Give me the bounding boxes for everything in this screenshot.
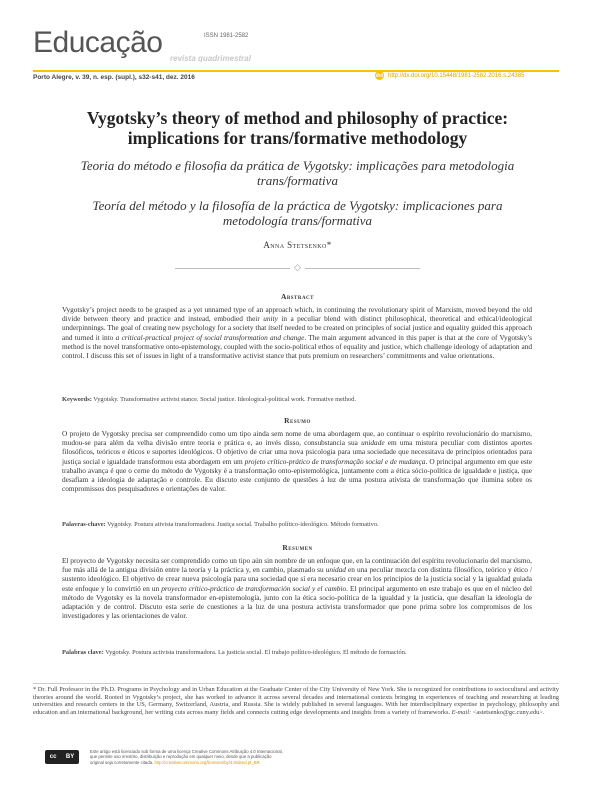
cc-by-license-icon[interactable] bbox=[45, 750, 79, 764]
resumen-p3: . El principal argumento en este trabajo es que en el núcleo del método de Vygotsky es la novela transformador en-epistemología, junto con la ética socio-política de la igualdad y la justicia, que desafían la ideología de adaptación y de control. Discuto esta serie de cuestiones a la luz de una postura activista transformador que pone prima sobre los compromisos de los investigadores y las orientaciones de valor. bbox=[62, 583, 532, 621]
resumen-unidad: unidad bbox=[325, 565, 346, 575]
palavras-chave-text: Vygotsky. Postura ativista transformadora. Justiça social. Trabalho político-ideológico. Método formativo. bbox=[105, 521, 379, 528]
license-link[interactable]: http://creativecommons.org/licenses/by/4.0/deed.pt_BR bbox=[154, 759, 260, 765]
footnote-rule bbox=[33, 683, 559, 684]
keywords-label: Keywords: bbox=[62, 396, 92, 403]
keywords-text: Vygotsky. Transformative activist stance. Social justice. Ideological-political work. Formative method. bbox=[91, 396, 356, 403]
abstract-heading: Abstract bbox=[280, 292, 315, 301]
by-label: BY bbox=[65, 754, 75, 760]
abstract-unity: unity bbox=[263, 314, 278, 324]
article-title-es: Teoría del método y la filosofía de la práctica de Vygotsky: implicaciones para metodología trans/formativa bbox=[92, 198, 503, 228]
email-label: E-mail: bbox=[451, 709, 473, 717]
resumen-p1: El proyecto de Vygotsky necesita ser comprendido como un tipo aún sin nombre de un enfoque que, en la continuación del espíritu revolucionario del marxismo, fue más allá de la antigua división entre la teoría y la práctica y, en cambio, plasmado su bbox=[62, 556, 532, 575]
divider-ornament: ◇ bbox=[294, 262, 301, 272]
abstract-p2: in a peculiar blend with distinct philosophical, theoretical and ethical/ideological underpinnings. The goal of creating new psychology for a society that itself needed to be created on principles of social justice and equality guided this approach and turned it into bbox=[62, 314, 533, 342]
resumo-p2: em uma mistura peculiar com distintos aportes filosóficos, teóricos e éticos e suportes ideológicos. O objetivo de criar uma nova psicologia para uma sociedade que necessitava de princípios orientados para justiça social e igualdade transformou esta abordagem em um bbox=[62, 438, 532, 466]
author-text: Anna Stetsenko* bbox=[263, 240, 332, 250]
issn: ISSN 1981-2582 bbox=[204, 33, 249, 39]
resumo-keywords bbox=[62, 521, 532, 530]
divider-right bbox=[305, 268, 420, 269]
license-line-3 bbox=[90, 760, 320, 765]
resumo-text bbox=[62, 429, 532, 493]
palabras-clave-label: Palabras clave: bbox=[62, 649, 104, 656]
license-line-2: que permite uso irrestrito, distribuição e reprodução em qualquer meio, desde que a publicação bbox=[90, 754, 272, 760]
abstract-keywords bbox=[62, 396, 532, 405]
doi-link[interactable]: http://dx.doi.org/10.15448/1981-2582.2016.s.24385 bbox=[388, 72, 525, 79]
abstract-p3: . The main argument advanced in this paper is that at the core of Vygotsky’s method is the novel transformative onto-epistemology, coupled with the socio-political ethos of equality and justice, which challenge ideology of adaptation and control. I discuss this set of issues in light of a transformative activist stance that puts premium on researchers’ commitments and value orientations. bbox=[62, 332, 532, 361]
doi-icon: doi bbox=[375, 72, 384, 79]
author-name bbox=[0, 240, 595, 250]
resumo-p1: O projeto de Vygotsky precisa ser compreendido como um tipo ainda sem nome de uma abordagem que, ao continuar o espírito revolucionário do marxismo, mudou-se para além da velha divisão entre teoria e prática e, ao invés disso, consubstancia sua bbox=[62, 429, 532, 448]
resumen-text bbox=[62, 556, 532, 620]
abstract-p1: Vygotsky’s project needs to be grasped as a yet unnamed type of an approach which, in continuing the revolutionary spirit of Marxism, moved beyond the old divide between theory and practice and instead, embodied their bbox=[62, 305, 532, 324]
journal-tagline: revista quadrimestral bbox=[170, 54, 251, 63]
resumo-heading: Resumo bbox=[284, 416, 311, 425]
license-line-3-text: original seja corretamente citada. bbox=[90, 759, 155, 765]
palavras-chave-label: Palavras-chave: bbox=[62, 521, 106, 528]
abstract-text bbox=[62, 305, 532, 360]
resumo-p3: . O principal argumento em que este trabalho avança é que o cerne do método de Vygotsky é a transformação onto-epistemológica, juntamente com a ética sócio-política de igualdade e justiça, que desafiam a ideologia de adaptação e controle. Eu discuto este conjunto de questões à luz de uma postura ativista de transformação que ilumina sobre os compromissos dos pesquisadores e orientações de valor. bbox=[62, 456, 532, 494]
resumen-keywords bbox=[62, 649, 532, 658]
author-email-link[interactable]: <astetsenko@gc.cuny.edu> bbox=[472, 709, 543, 717]
article-title: Vygotsky’s theory of method and philosophy of practice: implications for trans/formative methodology bbox=[86, 108, 509, 148]
footnote-end: . bbox=[542, 709, 545, 717]
author-footnote bbox=[33, 686, 559, 717]
license-text bbox=[90, 749, 320, 765]
article-title-pt: Teoria do método e filosofia da prática de Vygotsky: implicações para metodologia trans/formativa bbox=[80, 158, 515, 188]
resumen-heading: Resumen bbox=[282, 543, 313, 552]
cc-label: cc bbox=[49, 754, 57, 760]
divider-left bbox=[175, 268, 290, 269]
resumen-emphasis: proyecto crítico-práctico de transformación social y el cambio bbox=[161, 583, 347, 593]
resumo-unidade: unidade bbox=[361, 438, 385, 448]
abstract-emphasis: a critical-practical project of social transformation and change bbox=[115, 332, 305, 342]
resumen-p2: en una peculiar mezcla con distinta filosófico, teórico y ético / sustento ideológico. El objetivo de crear nueva psicología para una sociedad que sí era necesario crear en los principios de la justicia social y la igualdad guiada este enfoque y lo convirtió en un bbox=[62, 565, 532, 593]
issue-info: Porto Alegre, v. 39, n. esp. (supl.), s32-s41, dez. 2016 bbox=[33, 74, 195, 81]
palabras-clave-text: Vygotsky. Postura activista transformadora. La justicia social. El trabajo político-ideológico. El método de formación. bbox=[103, 649, 407, 656]
license-line-1: Este artigo está licenciado sob forma de uma licença Creative Commons Atribuição 4.0 Internacional, bbox=[90, 749, 283, 754]
journal-name: Educação bbox=[33, 26, 163, 59]
doi-block bbox=[375, 71, 524, 80]
resumo-emphasis: projeto crítico-prático de transformação social e de mudança bbox=[244, 456, 426, 466]
footnote-text: * Dr. Full Professor in the Ph.D. Programs in Psychology and in Urban Education at the Graduate Center of the City University of New York. She is recognized for contributions to sociocultural and activity theories around the world. Rooted in Vygotsky’s project, she has worked to advance it across several decades and international contexts bringing in experiences of teaching and researching at leading universities and research centers in the US, Germany, Switzerland, Austria, and Russia. She is widely published in several languages. With her interdisciplinary expertise in psychology, philosophy and education and an international background, her writing cuts across many fields and connects cutting edge developments and insights from a variety of frameworks. bbox=[33, 686, 559, 717]
